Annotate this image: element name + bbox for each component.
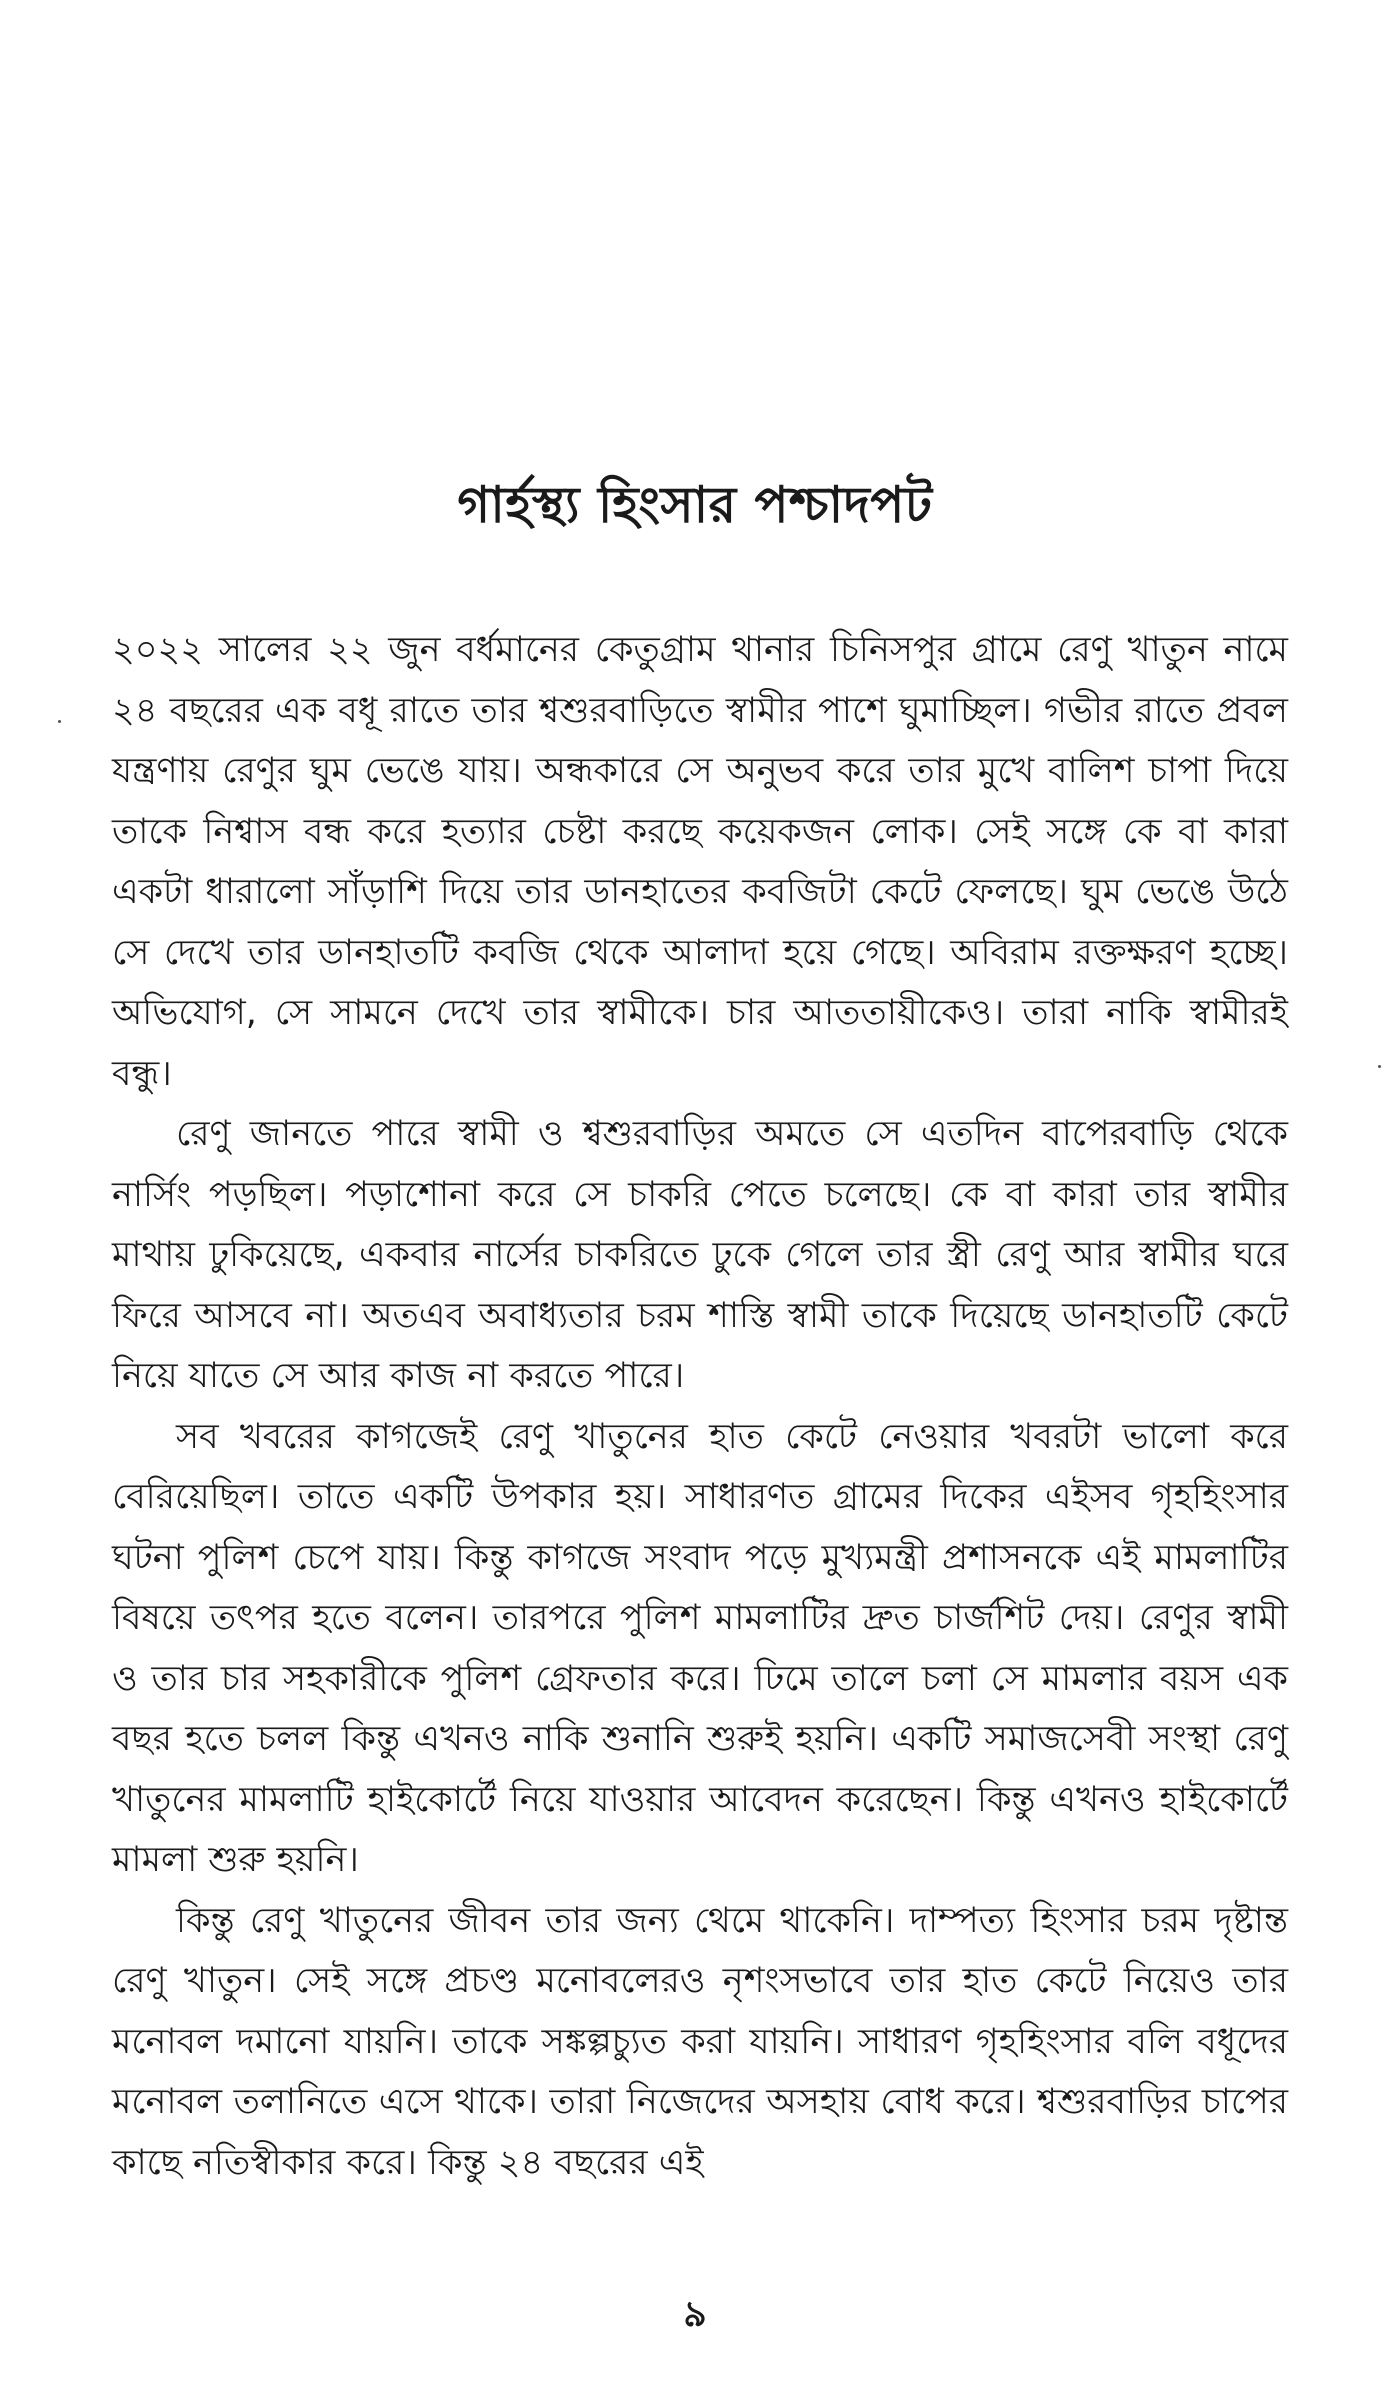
chapter-title: গার্হস্থ্য হিংসার পশ্চাদপট (457, 476, 933, 534)
print-speck (1378, 1065, 1381, 1068)
paragraph: রেণু জানতে পারে স্বামী ও শ্বশুরবাড়ির অমতে সে এতদিন বাপেরবাড়ি থেকে নার্সিং পড়ছিল। পড়াশোনা করে সে চাকরি পেতে চলেছে। কে বা কারা তার স্বামীর মাথায় ঢুকিয়েছে, একবার নার্সের চাকরিতে ঢুকে গেলে তার স্ত্রী রেণু আর স্বামীর ঘরে ফিরে আসবে না। অতএব অবাধ্যতার চরম শাস্তি স্বামী তাকে দিয়েছে ডানহাতটি কেটে নিয়ে যাতে সে আর কাজ না করতে পারে। (112, 1114, 1288, 1396)
paragraph: কিন্তু রেণু খাতুনের জীবন তার জন্য থেমে থাকেনি। দাম্পত্য হিংসার চরম দৃষ্টান্ত রেণু খাতুন। সেই সঙ্গে প্রচণ্ড মনোবলেরও নৃশংসভাবে তার হাত কেটে নিয়েও তার মনোবল দমানো যায়নি। তাকে সঙ্কল্পচ্যুত করা যায়নি। সাধারণ গৃহহিংসার বলি বধূদের মনোবল তলানিতে এসে থাকে। তারা নিজেদের অসহায় বোধ করে। শ্বশুরবাড়ির চাপের কাছে নতিস্বীকার করে। কিন্তু ২৪ বছরের এই (112, 1900, 1288, 2183)
page-number: ৯ (683, 2294, 707, 2335)
chapter-body (112, 620, 1288, 2193)
paragraph: সব খবরের কাগজেই রেণু খাতুনের হাত কেটে নেওয়ার খবরটা ভালো করে বেরিয়েছিল। তাতে একটি উপকার হয়। সাধারণত গ্রামের দিকের এইসব গৃহহিংসার ঘটনা পুলিশ চেপে যায়। কিন্তু কাগজে সংবাদ পড়ে মুখ্যমন্ত্রী প্রশাসনকে এই মামলাটির বিষয়ে তৎপর হতে বলেন। তারপরে পুলিশ মামলাটির দ্রুত চার্জশিট দেয়। রেণুর স্বামী ও তার চার সহকারীকে পুলিশ গ্রেফতার করে। ঢিমে তালে চলা সে মামলার বয়স এক বছর হতে চলল কিন্তু এখনও নাকি শুনানি শুরুই হয়নি। একটি সমাজসেবী সংস্থা রেণু খাতুনের মামলাটি হাইকোর্টে নিয়ে যাওয়ার আবেদন করেছেন। কিন্তু এখনও হাইকোর্টে মামলা শুরু হয়নি। (112, 1416, 1288, 1880)
paragraph: ২০২২ সালের ২২ জুন বর্ধমানের কেতুগ্রাম থানার চিনিসপুর গ্রামে রেণু খাতুন নামে ২৪ বছরের এক বধূ রাতে তার শ্বশুরবাড়িতে স্বামীর পাশে ঘুমাচ্ছিল। গভীর রাতে প্রবল যন্ত্রণায় রেণুর ঘুম ভেঙে যায়। অন্ধকারে সে অনুভব করে তার মুখে বালিশ চাপা দিয়ে তাকে নিশ্বাস বন্ধ করে হত্যার চেষ্টা করছে কয়েকজন লোক। সেই সঙ্গে কে বা কারা একটা ধারালো সাঁড়াশি দিয়ে তার ডানহাতের কবজিটা কেটে ফেলছে। ঘুম ভেঙে উঠে সে দেখে তার ডানহাতটি কবজি থেকে আলাদা হয়ে গেছে। অবিরাম রক্তক্ষরণ হচ্ছে। অভিযোগ, সে সামনে দেখে তার স্বামীকে। চার আততায়ীকেও। তারা নাকি স্বামীরই বন্ধু। (112, 630, 1288, 1094)
print-speck (58, 720, 61, 723)
